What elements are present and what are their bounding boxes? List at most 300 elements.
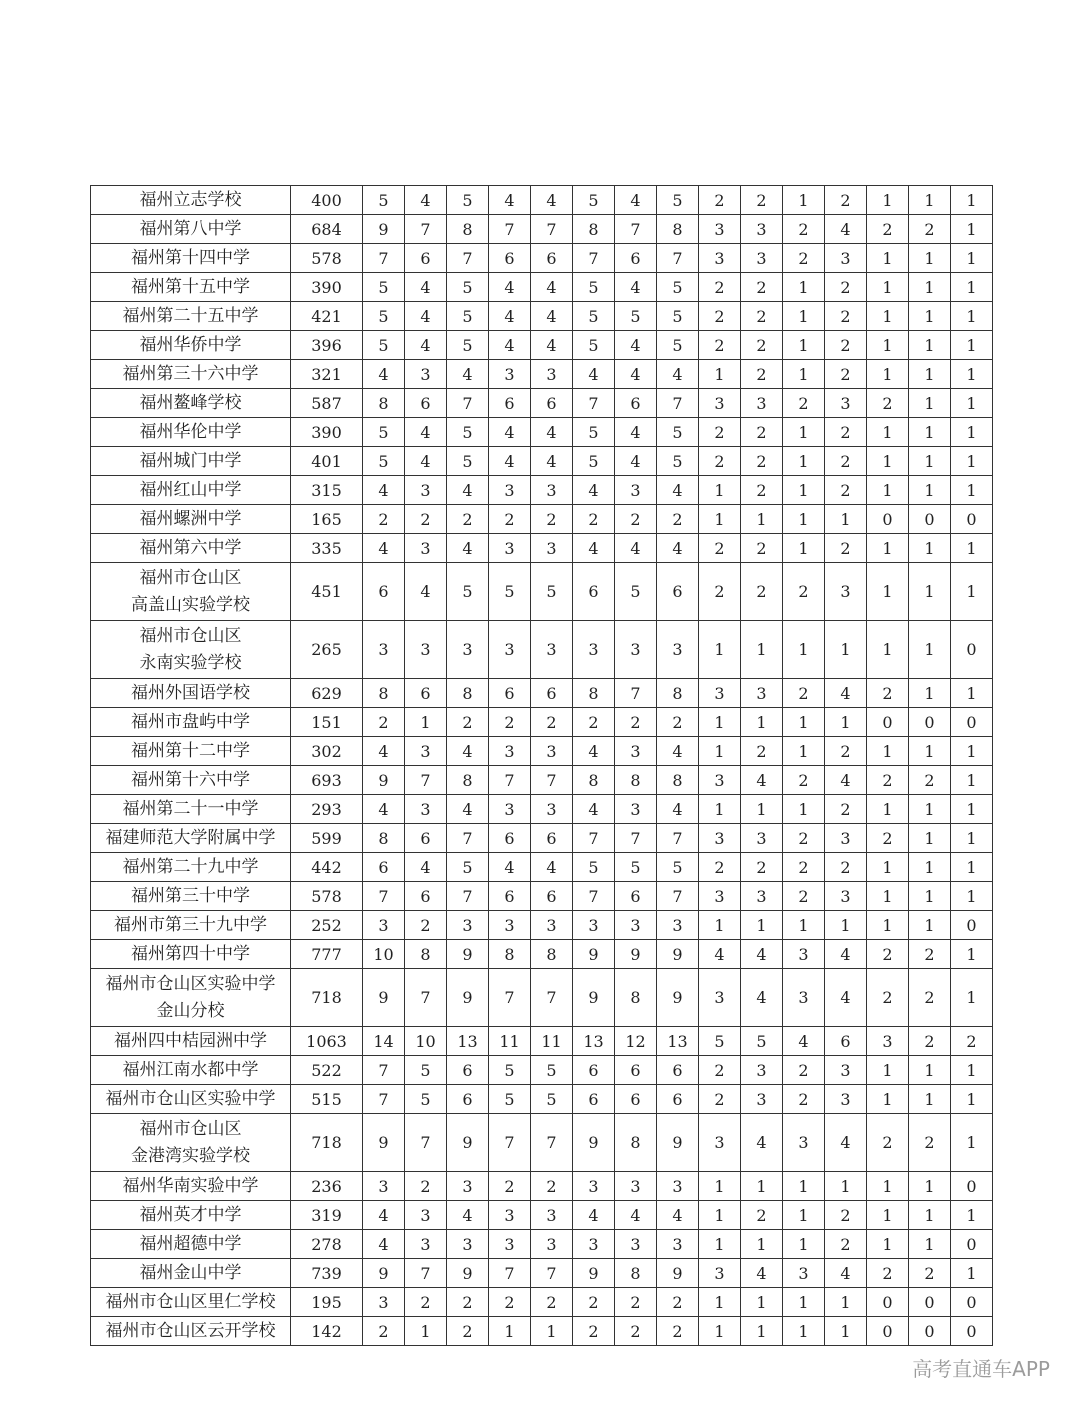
table-row [91,882,993,911]
quota-value-cell: 5 [741,1027,783,1056]
quota-value-cell: 7 [405,969,447,1027]
table-row [91,679,993,708]
quota-value-cell: 3 [405,534,447,563]
quota-value-cell: 8 [447,679,489,708]
quota-value-cell: 5 [573,418,615,447]
quota-value-cell: 1 [951,215,993,244]
quota-value-cell: 1 [783,1172,825,1201]
quota-value-cell: 2 [741,360,783,389]
quota-value-cell: 6 [489,679,531,708]
quota-value-cell: 1 [405,708,447,737]
quota-value-cell: 2 [489,505,531,534]
quota-value-cell: 5 [447,186,489,215]
table-row [91,215,993,244]
quota-value-cell: 2 [363,708,405,737]
quota-value-cell: 2 [741,186,783,215]
quota-value-cell: 2 [951,1027,993,1056]
quota-value-cell: 7 [447,882,489,911]
total-quota-cell: 396 [291,331,363,360]
total-quota-cell: 522 [291,1056,363,1085]
quota-value-cell: 6 [825,1027,867,1056]
quota-value-cell: 1 [783,447,825,476]
quota-value-cell: 8 [363,824,405,853]
quota-value-cell: 3 [531,911,573,940]
quota-value-cell: 2 [741,302,783,331]
quota-value-cell: 9 [363,1114,405,1172]
total-quota-cell: 236 [291,1172,363,1201]
school-name-cell: 福州市仓山区 高盖山实验学校 [91,563,291,621]
quota-value-cell: 1 [909,1172,951,1201]
quota-table-body [91,186,993,1346]
quota-value-cell: 6 [489,389,531,418]
quota-value-cell: 2 [825,534,867,563]
quota-value-cell: 1 [783,331,825,360]
quota-value-cell: 4 [447,476,489,505]
quota-value-cell: 1 [699,737,741,766]
school-name-cell: 福州第二十一中学 [91,795,291,824]
quota-value-cell: 2 [573,708,615,737]
quota-value-cell: 1 [909,186,951,215]
quota-value-cell: 3 [699,766,741,795]
quota-value-cell: 1 [951,418,993,447]
quota-value-cell: 6 [405,882,447,911]
quota-value-cell: 2 [825,331,867,360]
quota-value-cell: 7 [363,1085,405,1114]
quota-value-cell: 2 [699,186,741,215]
quota-value-cell: 3 [573,911,615,940]
quota-value-cell: 2 [783,766,825,795]
school-name-cell: 福州金山中学 [91,1259,291,1288]
quota-value-cell: 1 [951,1114,993,1172]
quota-value-cell: 5 [531,563,573,621]
quota-value-cell: 2 [783,853,825,882]
quota-value-cell: 4 [363,476,405,505]
quota-value-cell: 2 [825,853,867,882]
quota-value-cell: 4 [825,215,867,244]
quota-value-cell: 4 [615,418,657,447]
quota-value-cell: 7 [489,1114,531,1172]
quota-value-cell: 7 [447,824,489,853]
quota-value-cell: 1 [741,1230,783,1259]
quota-value-cell: 8 [573,215,615,244]
quota-value-cell: 13 [657,1027,699,1056]
quota-value-cell: 4 [363,737,405,766]
quota-value-cell: 2 [825,1230,867,1259]
quota-value-cell: 1 [699,1201,741,1230]
table-row [91,708,993,737]
quota-value-cell: 3 [699,882,741,911]
quota-value-cell: 2 [657,1288,699,1317]
quota-value-cell: 7 [615,824,657,853]
table-row [91,273,993,302]
quota-value-cell: 2 [447,708,489,737]
quota-value-cell: 1 [783,418,825,447]
quota-value-cell: 8 [615,1114,657,1172]
quota-value-cell: 8 [573,766,615,795]
quota-value-cell: 6 [615,1056,657,1085]
table-row [91,1027,993,1056]
quota-value-cell: 2 [657,505,699,534]
quota-value-cell: 1 [909,1056,951,1085]
quota-value-cell: 8 [447,215,489,244]
quota-value-cell: 3 [489,795,531,824]
quota-value-cell: 3 [657,1230,699,1259]
quota-value-cell: 3 [531,1201,573,1230]
quota-value-cell: 7 [489,215,531,244]
table-row [91,447,993,476]
quota-value-cell: 4 [447,737,489,766]
quota-value-cell: 2 [741,476,783,505]
quota-value-cell: 7 [447,244,489,273]
quota-value-cell: 1 [909,563,951,621]
quota-value-cell: 2 [825,447,867,476]
quota-value-cell: 1 [951,737,993,766]
quota-value-cell: 11 [531,1027,573,1056]
table-row [91,1114,993,1172]
quota-value-cell: 13 [447,1027,489,1056]
quota-value-cell: 2 [699,302,741,331]
total-quota-cell: 599 [291,824,363,853]
quota-value-cell: 4 [573,476,615,505]
quota-value-cell: 6 [615,244,657,273]
quota-value-cell: 3 [531,1230,573,1259]
quota-value-cell: 3 [531,795,573,824]
quota-value-cell: 6 [657,1056,699,1085]
quota-value-cell: 1 [951,244,993,273]
quota-value-cell: 4 [741,969,783,1027]
quota-value-cell: 6 [615,389,657,418]
quota-value-cell: 8 [489,940,531,969]
quota-value-cell: 2 [825,795,867,824]
quota-value-cell: 1 [909,795,951,824]
table-row [91,1259,993,1288]
total-quota-cell: 684 [291,215,363,244]
quota-value-cell: 3 [825,563,867,621]
quota-value-cell: 6 [447,1056,489,1085]
quota-value-cell: 5 [573,447,615,476]
school-name-cell: 福州第十二中学 [91,737,291,766]
quota-value-cell: 2 [699,447,741,476]
quota-value-cell: 7 [573,824,615,853]
quota-value-cell: 4 [741,940,783,969]
quota-value-cell: 3 [741,215,783,244]
quota-table [90,185,993,1346]
quota-value-cell: 4 [489,853,531,882]
quota-value-cell: 1 [867,563,909,621]
quota-value-cell: 4 [405,186,447,215]
quota-value-cell: 0 [951,1288,993,1317]
quota-value-cell: 4 [825,1114,867,1172]
table-row [91,244,993,273]
school-name-cell: 福州市仓山区里仁学校 [91,1288,291,1317]
table-row [91,302,993,331]
quota-value-cell: 5 [573,273,615,302]
quota-value-cell: 1 [909,447,951,476]
quota-value-cell: 5 [363,418,405,447]
quota-value-cell: 3 [531,621,573,679]
quota-value-cell: 1 [783,1230,825,1259]
quota-value-cell: 2 [699,418,741,447]
quota-value-cell: 5 [363,186,405,215]
quota-value-cell: 1 [699,360,741,389]
quota-value-cell: 7 [657,389,699,418]
quota-value-cell: 3 [489,621,531,679]
quota-value-cell: 1 [825,505,867,534]
quota-value-cell: 1 [867,1230,909,1259]
table-row [91,766,993,795]
table-row [91,1085,993,1114]
quota-value-cell: 4 [363,1230,405,1259]
school-name-cell: 福州超德中学 [91,1230,291,1259]
quota-value-cell: 1 [783,1317,825,1346]
quota-value-cell: 2 [909,1114,951,1172]
total-quota-cell: 515 [291,1085,363,1114]
quota-value-cell: 3 [825,824,867,853]
quota-value-cell: 2 [741,1201,783,1230]
quota-value-cell: 1 [489,1317,531,1346]
quota-value-cell: 5 [615,563,657,621]
quota-value-cell: 7 [657,244,699,273]
total-quota-cell: 693 [291,766,363,795]
quota-value-cell: 5 [657,273,699,302]
quota-value-cell: 2 [405,1288,447,1317]
total-quota-cell: 265 [291,621,363,679]
quota-value-cell: 6 [447,1085,489,1114]
total-quota-cell: 1063 [291,1027,363,1056]
quota-value-cell: 2 [405,1172,447,1201]
quota-value-cell: 5 [447,302,489,331]
quota-value-cell: 7 [363,1056,405,1085]
quota-value-cell: 9 [573,940,615,969]
quota-value-cell: 1 [783,534,825,563]
total-quota-cell: 302 [291,737,363,766]
quota-value-cell: 1 [867,302,909,331]
table-row [91,621,993,679]
school-name-cell: 福州第四十中学 [91,940,291,969]
quota-value-cell: 11 [489,1027,531,1056]
quota-value-cell: 2 [363,505,405,534]
quota-value-cell: 5 [363,302,405,331]
quota-value-cell: 5 [657,447,699,476]
school-name-cell: 福州第十四中学 [91,244,291,273]
quota-value-cell: 3 [615,621,657,679]
quota-value-cell: 1 [741,505,783,534]
quota-value-cell: 1 [909,418,951,447]
quota-value-cell: 2 [783,824,825,853]
quota-value-cell: 3 [615,795,657,824]
quota-value-cell: 8 [405,940,447,969]
school-name-cell: 福州螺洲中学 [91,505,291,534]
quota-value-cell: 6 [573,563,615,621]
school-name-cell: 福州江南水都中学 [91,1056,291,1085]
quota-value-cell: 0 [909,1317,951,1346]
quota-value-cell: 4 [447,795,489,824]
quota-value-cell: 1 [741,708,783,737]
quota-value-cell: 1 [825,708,867,737]
quota-value-cell: 1 [783,708,825,737]
table-row [91,331,993,360]
quota-value-cell: 3 [699,969,741,1027]
quota-value-cell: 1 [867,1085,909,1114]
quota-value-cell: 1 [867,418,909,447]
quota-value-cell: 1 [951,824,993,853]
quota-value-cell: 2 [615,505,657,534]
quota-value-cell: 3 [363,911,405,940]
quota-value-cell: 0 [951,1230,993,1259]
table-row [91,1172,993,1201]
quota-value-cell: 3 [699,1259,741,1288]
quota-value-cell: 5 [573,331,615,360]
school-name-cell: 福州市仓山区云开学校 [91,1317,291,1346]
quota-value-cell: 2 [909,1259,951,1288]
quota-value-cell: 2 [573,1317,615,1346]
quota-value-cell: 4 [657,795,699,824]
quota-value-cell: 1 [909,1201,951,1230]
quota-value-cell: 4 [531,186,573,215]
quota-value-cell: 3 [741,389,783,418]
quota-value-cell: 3 [573,621,615,679]
total-quota-cell: 401 [291,447,363,476]
quota-value-cell: 4 [363,1201,405,1230]
quota-value-cell: 1 [699,505,741,534]
quota-value-cell: 1 [951,1085,993,1114]
quota-value-cell: 4 [405,302,447,331]
quota-value-cell: 2 [741,534,783,563]
table-row [91,1201,993,1230]
quota-value-cell: 3 [531,476,573,505]
quota-value-cell: 4 [405,331,447,360]
quota-value-cell: 1 [951,331,993,360]
quota-value-cell: 3 [405,1230,447,1259]
quota-value-cell: 1 [951,940,993,969]
quota-value-cell: 3 [825,244,867,273]
total-quota-cell: 315 [291,476,363,505]
school-name-cell: 福州市仓山区 永南实验学校 [91,621,291,679]
quota-value-cell: 2 [783,563,825,621]
quota-value-cell: 6 [657,563,699,621]
quota-value-cell: 1 [741,795,783,824]
quota-value-cell: 5 [447,331,489,360]
quota-value-cell: 1 [951,969,993,1027]
table-row [91,1288,993,1317]
quota-value-cell: 1 [867,273,909,302]
quota-value-cell: 6 [615,882,657,911]
table-row [91,1230,993,1259]
total-quota-cell: 151 [291,708,363,737]
total-quota-cell: 718 [291,1114,363,1172]
quota-value-cell: 1 [783,360,825,389]
quota-value-cell: 8 [615,766,657,795]
quota-value-cell: 4 [573,1201,615,1230]
quota-value-cell: 3 [783,940,825,969]
quota-value-cell: 1 [909,331,951,360]
quota-value-cell: 4 [489,331,531,360]
quota-value-cell: 3 [363,1288,405,1317]
quota-value-cell: 6 [405,244,447,273]
quota-value-cell: 3 [573,1172,615,1201]
quota-value-cell: 5 [447,418,489,447]
total-quota-cell: 421 [291,302,363,331]
quota-value-cell: 3 [447,621,489,679]
quota-value-cell: 4 [573,534,615,563]
quota-value-cell: 2 [825,476,867,505]
quota-value-cell: 2 [909,1027,951,1056]
quota-value-cell: 5 [363,447,405,476]
school-name-cell: 福建师范大学附属中学 [91,824,291,853]
school-name-cell: 福州第六中学 [91,534,291,563]
quota-value-cell: 3 [615,737,657,766]
quota-value-cell: 1 [909,853,951,882]
quota-value-cell: 1 [909,273,951,302]
quota-value-cell: 6 [405,389,447,418]
quota-value-cell: 1 [867,621,909,679]
quota-value-cell: 5 [489,1085,531,1114]
quota-value-cell: 7 [531,766,573,795]
quota-value-cell: 3 [741,1085,783,1114]
quota-value-cell: 2 [615,1288,657,1317]
quota-value-cell: 1 [867,186,909,215]
quota-value-cell: 4 [825,679,867,708]
table-row [91,476,993,505]
quota-value-cell: 4 [573,795,615,824]
quota-value-cell: 9 [573,1114,615,1172]
quota-value-cell: 4 [531,273,573,302]
quota-value-cell: 5 [363,273,405,302]
quota-value-cell: 3 [489,1201,531,1230]
quota-value-cell: 4 [699,940,741,969]
total-quota-cell: 321 [291,360,363,389]
quota-value-cell: 1 [741,1172,783,1201]
quota-value-cell: 7 [573,882,615,911]
quota-value-cell: 8 [657,766,699,795]
quota-value-cell: 5 [447,853,489,882]
quota-value-cell: 0 [951,708,993,737]
quota-value-cell: 4 [615,1201,657,1230]
quota-value-cell: 4 [657,1201,699,1230]
quota-value-cell: 2 [783,244,825,273]
quota-value-cell: 5 [531,1085,573,1114]
quota-value-cell: 2 [741,418,783,447]
quota-value-cell: 2 [447,1288,489,1317]
quota-value-cell: 2 [363,1317,405,1346]
table-row [91,563,993,621]
table-row [91,389,993,418]
quota-value-cell: 1 [699,911,741,940]
quota-value-cell: 4 [741,1114,783,1172]
quota-value-cell: 5 [573,186,615,215]
quota-value-cell: 3 [699,215,741,244]
quota-value-cell: 9 [573,969,615,1027]
quota-value-cell: 4 [447,1201,489,1230]
quota-value-cell: 4 [489,273,531,302]
school-name-cell: 福州市盘屿中学 [91,708,291,737]
quota-value-cell: 2 [699,331,741,360]
quota-value-cell: 4 [531,302,573,331]
quota-value-cell: 4 [363,534,405,563]
quota-value-cell: 2 [783,882,825,911]
quota-value-cell: 1 [909,824,951,853]
quota-value-cell: 1 [405,1317,447,1346]
quota-value-cell: 2 [531,1288,573,1317]
school-name-cell: 福州四中桔园洲中学 [91,1027,291,1056]
quota-value-cell: 7 [363,882,405,911]
quota-value-cell: 3 [447,1230,489,1259]
total-quota-cell: 335 [291,534,363,563]
total-quota-cell: 629 [291,679,363,708]
quota-value-cell: 2 [699,1056,741,1085]
quota-value-cell: 3 [699,389,741,418]
quota-value-cell: 1 [783,302,825,331]
